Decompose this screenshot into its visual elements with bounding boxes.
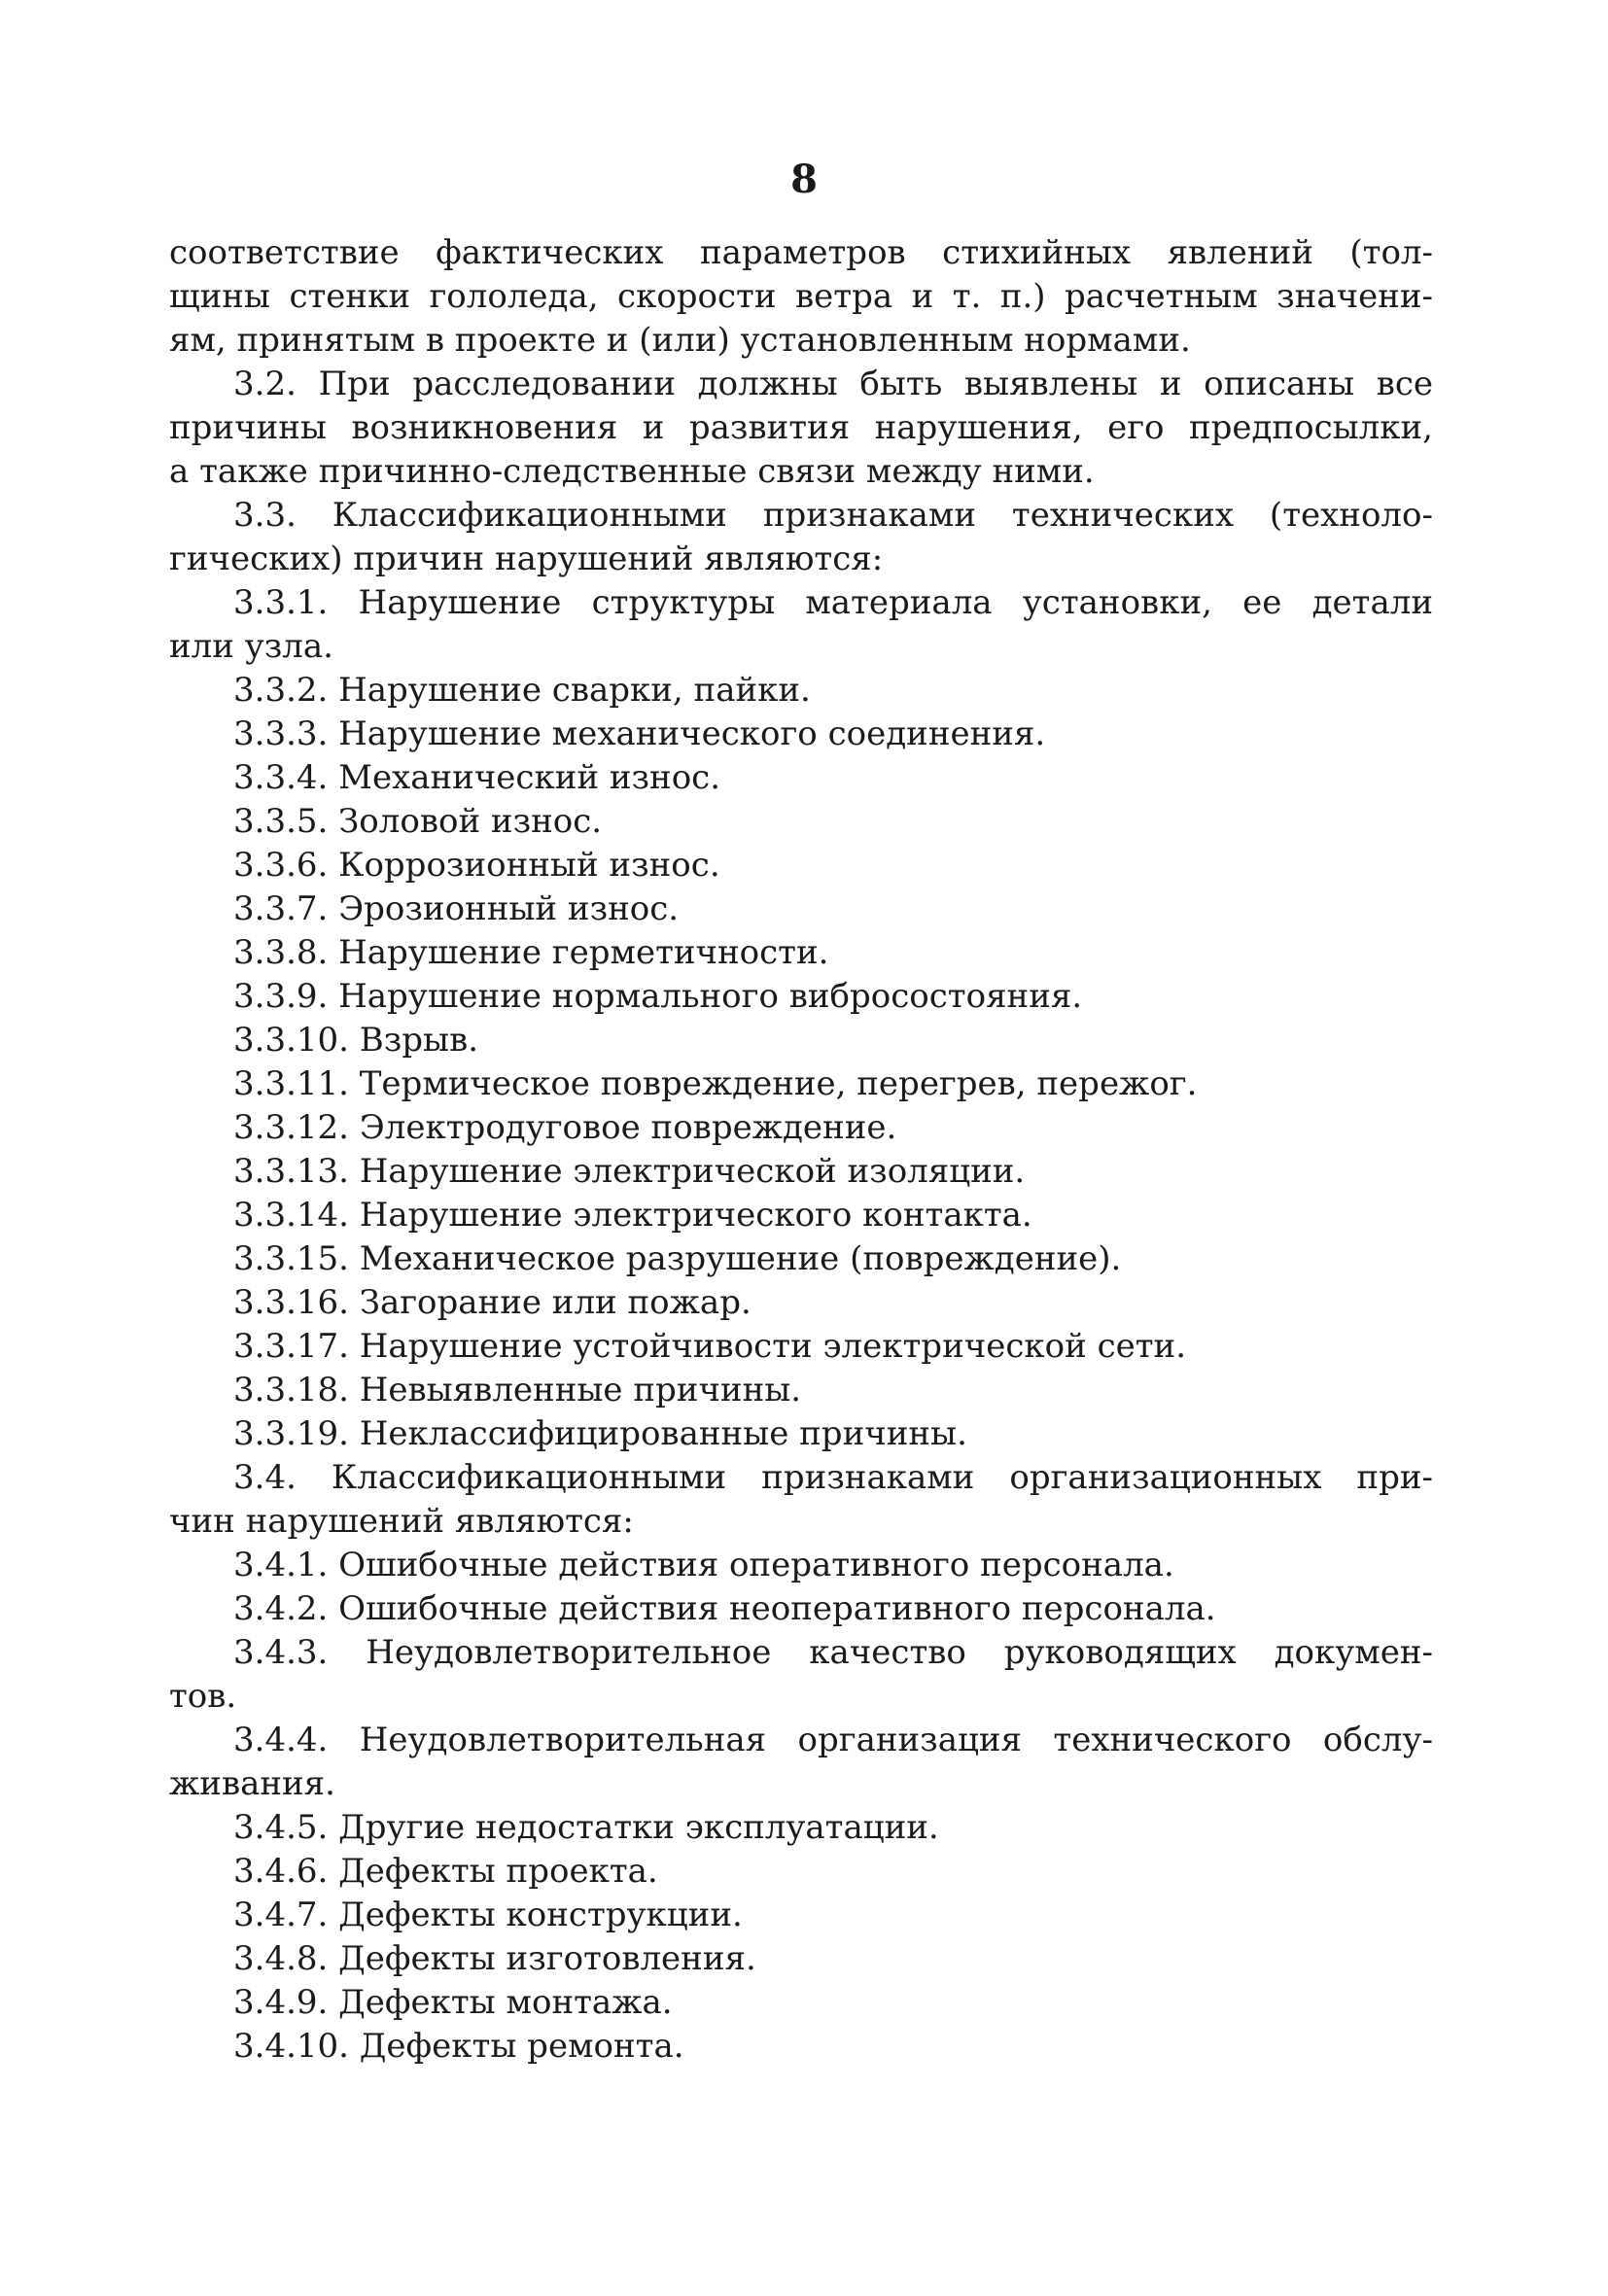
text-line: 3.4.7. Дефекты конструкции. — [233, 1896, 743, 1934]
text-line: 3.2. При расследовании должны быть выявлены и описаны все — [233, 365, 1433, 403]
text-line: 3.3.18. Невыявленные причины. — [233, 1371, 802, 1409]
text-line: причины возникновения и развития нарушения, его предпосылки, — [169, 408, 1433, 447]
text-line: 3.3.13. Нарушение электрической изоляции. — [233, 1152, 1026, 1191]
text-line: 3.3.4. Механический износ. — [233, 758, 721, 797]
text-line: тов. — [169, 1677, 237, 1716]
body-text — [169, 231, 1433, 2069]
text-line: 3.4.4. Неудовлетворительная организация технического обслу- — [233, 1721, 1433, 1759]
text-line: 3.4.6. Дефекты проекта. — [233, 1852, 658, 1891]
text-line: живания. — [169, 1764, 335, 1803]
text-line: щины стенки гололеда, скорости ветра и т. п.) расчетным значени- — [169, 277, 1433, 316]
text-line: 3.4.9. Дефекты монтажа. — [233, 1983, 673, 2022]
text-line: 3.3.3. Нарушение механического соединения. — [233, 714, 1046, 753]
text-line: 3.3.17. Нарушение устойчивости электрической сети. — [233, 1327, 1187, 1366]
text-line: 3.3.7. Эрозионный износ. — [233, 889, 680, 928]
text-line: 3.4. Классификационными признаками организационных при- — [233, 1458, 1433, 1497]
text-line: соответствие фактических параметров стихийных явлений (тол- — [169, 233, 1433, 272]
text-line: 3.4.1. Ошибочные действия оперативного персонала. — [233, 1546, 1174, 1584]
text-line: или узла. — [169, 627, 333, 666]
text-line: 3.4.8. Дефекты изготовления. — [233, 1939, 756, 1978]
text-line: 3.3.1. Нарушение структуры материала установки, ее детали — [233, 583, 1433, 622]
text-line: 3.3.5. Золовой износ. — [233, 802, 603, 841]
text-line: а также причинно-следственные связи между ними. — [169, 452, 1095, 491]
text-line: 3.3.11. Термическое повреждение, перегрев, пережог. — [233, 1064, 1198, 1103]
text-line: 3.4.2. Ошибочные действия неоперативного персонала. — [233, 1589, 1216, 1628]
text-line: 3.3.8. Нарушение герметичности. — [233, 933, 829, 972]
text-line: 3.3.10. Взрыв. — [233, 1021, 479, 1060]
text-line: чин нарушений являются: — [169, 1502, 634, 1541]
text-line: 3.3.12. Электродуговое повреждение. — [233, 1108, 897, 1147]
text-line: 3.3.9. Нарушение нормального вибросостояния. — [233, 977, 1083, 1016]
text-line: 3.3.2. Нарушение сварки, пайки. — [233, 671, 811, 710]
text-line: 3.4.5. Другие недостатки эксплуатации. — [233, 1808, 939, 1847]
text-line: ям, принятым в проекте и (или) установленным нормами. — [169, 321, 1191, 360]
page-number: 8 — [790, 157, 818, 202]
text-line: 3.3.19. Неклассифицированные причины. — [233, 1414, 967, 1453]
text-line: 3.3.15. Механическое разрушение (повреждение). — [233, 1239, 1122, 1278]
text-line: 3.4.10. Дефекты ремонта. — [233, 2027, 684, 2066]
text-line: 3.3. Классификационными признаками технических (техноло- — [233, 496, 1433, 535]
text-line: гических) причин нарушений являются: — [169, 539, 884, 578]
text-line: 3.3.6. Коррозионный износ. — [233, 846, 720, 885]
text-line: 3.4.3. Неудовлетворительное качество руководящих докумен- — [233, 1633, 1433, 1672]
text-line: 3.3.14. Нарушение электрического контакта. — [233, 1196, 1032, 1235]
text-line: 3.3.16. Загорание или пожар. — [233, 1283, 752, 1322]
